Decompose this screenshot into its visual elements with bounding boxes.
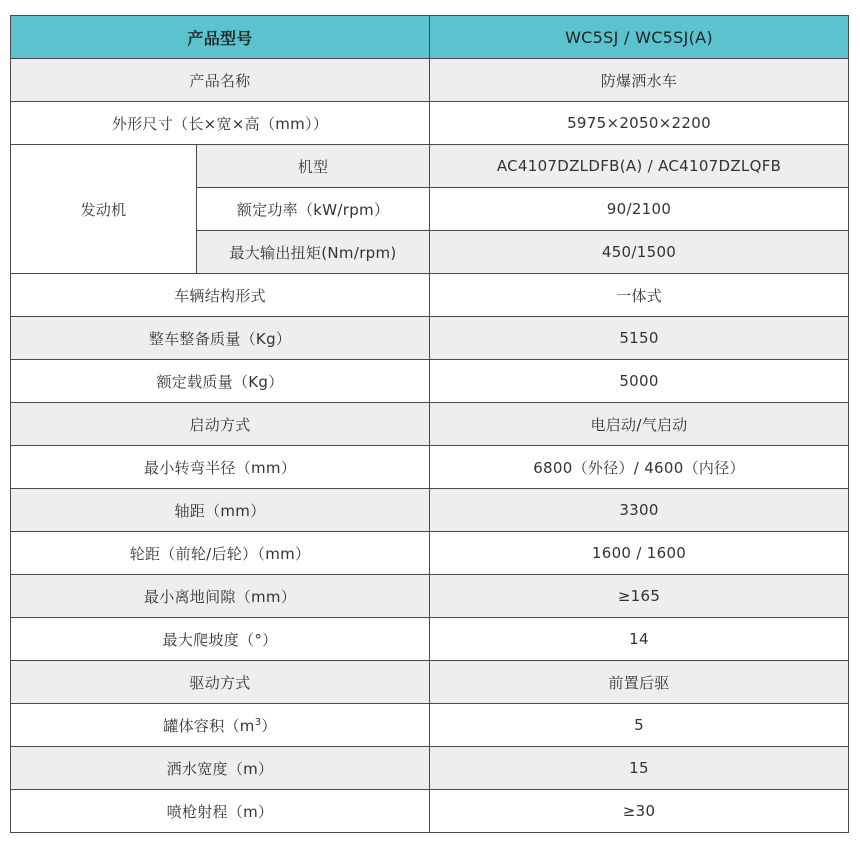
spec-label: 喷枪射程（m） xyxy=(11,790,430,833)
spec-value: 5000 xyxy=(430,360,849,403)
table-row xyxy=(11,704,849,747)
table-row xyxy=(11,790,849,833)
table-row xyxy=(11,59,849,102)
table-row xyxy=(11,661,849,704)
spec-label: 启动方式 xyxy=(11,403,430,446)
spec-value: 6800（外径）/ 4600（内径） xyxy=(430,446,849,489)
spec-table xyxy=(10,15,849,833)
spec-value: 5 xyxy=(430,704,849,747)
spec-label xyxy=(11,704,430,747)
table-row xyxy=(11,489,849,532)
header-value: WC5SJ / WC5SJ(A) xyxy=(430,16,849,59)
engine-row xyxy=(11,145,849,188)
table-row xyxy=(11,102,849,145)
spec-label: 洒水宽度（m） xyxy=(11,747,430,790)
spec-label: 额定功率（kW/rpm） xyxy=(197,188,430,231)
spec-value: 防爆洒水车 xyxy=(430,59,849,102)
spec-label-prefix: 罐体容积（m xyxy=(163,716,255,735)
spec-label: 最大输出扭矩(Nm/rpm) xyxy=(197,231,430,274)
spec-label: 驱动方式 xyxy=(11,661,430,704)
table-row xyxy=(11,446,849,489)
table-row xyxy=(11,360,849,403)
spec-label: 最小转弯半径（mm） xyxy=(11,446,430,489)
table-row xyxy=(11,274,849,317)
table-row xyxy=(11,403,849,446)
spec-value: ≥30 xyxy=(430,790,849,833)
spec-label: 额定载质量（Kg） xyxy=(11,360,430,403)
spec-value: 450/1500 xyxy=(430,231,849,274)
spec-label: 机型 xyxy=(197,145,430,188)
table-row xyxy=(11,747,849,790)
table-header-row xyxy=(11,16,849,59)
superscript-three: 3 xyxy=(254,716,262,728)
spec-label: 轮距（前轮/后轮）（mm） xyxy=(11,532,430,575)
header-label: 产品型号 xyxy=(11,16,430,59)
spec-value: 1600 / 1600 xyxy=(430,532,849,575)
engine-group-label: 发动机 xyxy=(11,145,197,274)
spec-value: AC4107DZLDFB(A) / AC4107DZLQFB xyxy=(430,145,849,188)
table-row xyxy=(11,317,849,360)
spec-value: ≥165 xyxy=(430,575,849,618)
spec-label: 最小离地间隙（mm） xyxy=(11,575,430,618)
spec-value: 5975×2050×2200 xyxy=(430,102,849,145)
spec-value: 90/2100 xyxy=(430,188,849,231)
spec-value: 3300 xyxy=(430,489,849,532)
table-row xyxy=(11,618,849,661)
spec-label: 最大爬坡度（°） xyxy=(11,618,430,661)
spec-value: 5150 xyxy=(430,317,849,360)
spec-value: 14 xyxy=(430,618,849,661)
spec-value: 15 xyxy=(430,747,849,790)
spec-label: 整车整备质量（Kg） xyxy=(11,317,430,360)
table-row xyxy=(11,575,849,618)
spec-value: 电启动/气启动 xyxy=(430,403,849,446)
spec-label: 外形尺寸（长×宽×高（mm）） xyxy=(11,102,430,145)
table-row xyxy=(11,532,849,575)
spec-value: 一体式 xyxy=(430,274,849,317)
spec-label: 轴距（mm） xyxy=(11,489,430,532)
spec-label: 车辆结构形式 xyxy=(11,274,430,317)
spec-label: 产品名称 xyxy=(11,59,430,102)
spec-label-suffix: ） xyxy=(261,716,277,735)
spec-value: 前置后驱 xyxy=(430,661,849,704)
